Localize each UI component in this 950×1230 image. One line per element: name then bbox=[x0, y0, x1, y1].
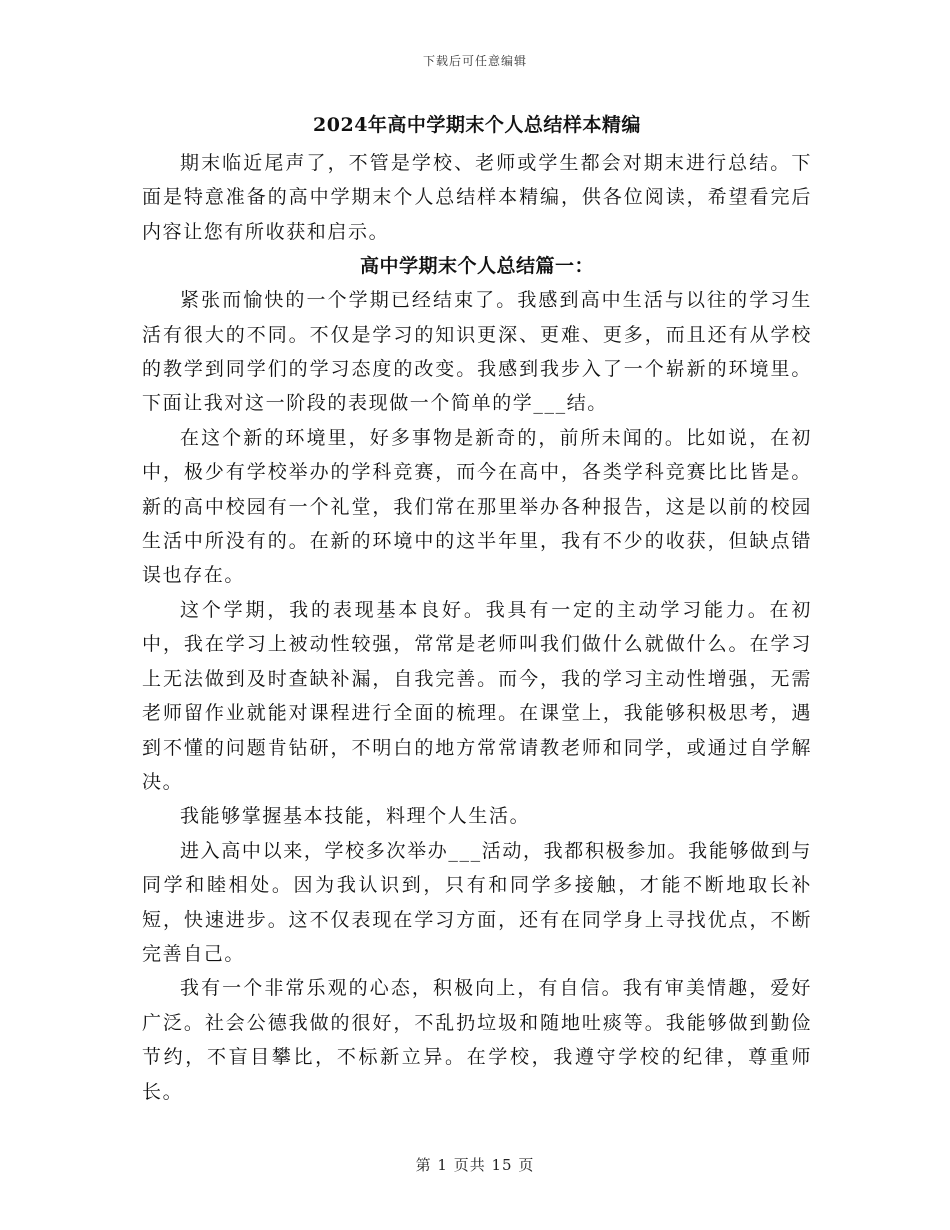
body-paragraph-5: 进入高中以来，学校多次举办___活动，我都积极参加。我能够做到与同学和睦相处。因为我认识到，只有和同学多接触，才能不断地取长补短，快速进步。这不仅表现在学习方面，还有在同学身上寻找优点，不断完善自己。 bbox=[142, 839, 812, 965]
body-paragraph-1: 紧张而愉快的一个学期已经结束了。我感到高中生活与以往的学习生活有很大的不同。不仅是学习的知识更深、更难、更多，而且还有从学校的教学到同学们的学习态度的改变。我感到我步入了一个崭新的环境里。下面让我对这一阶段的表现做一个简单的学___结。 bbox=[142, 289, 812, 415]
body-paragraph-2: 在这个新的环境里，好多事物是新奇的，前所未闻的。比如说，在初中，极少有学校举办的学科竞赛，而今在高中，各类学科竞赛比比皆是。新的高中校园有一个礼堂，我们常在那里举办各种报告，这是以前的校园生活中所没有的。在新的环境中的这半年里，我有不少的收获，但缺点错误也存在。 bbox=[142, 426, 812, 587]
page-number-footer: 第 1 页共 15 页 bbox=[415, 1156, 535, 1174]
intro-paragraph: 期末临近尾声了，不管是学校、老师或学生都会对期末进行总结。下面是特意准备的高中学期末个人总结样本精编，供各位阅读，希望看完后内容让您有所收获和启示。 bbox=[142, 152, 812, 243]
header-note: 下载后可任意编辑 bbox=[422, 54, 527, 68]
document-body bbox=[142, 108, 812, 1109]
body-paragraph-6: 我有一个非常乐观的心态，积极向上，有自信。我有审美情趣，爱好广泛。社会公德我做的很好，不乱扔垃圾和随地吐痰等。我能够做到勤俭节约，不盲目攀比，不标新立异。在学校，我遵守学校的纪律，尊重师长。 bbox=[142, 977, 812, 1103]
body-paragraph-3: 这个学期，我的表现基本良好。我具有一定的主动学习能力。在初中，我在学习上被动性较强，常常是老师叫我们做什么就做什么。在学习上无法做到及时查缺补漏，自我完善。而今，我的学习主动性增强，无需老师留作业就能对课程进行全面的梳理。在课堂上，我能够积极思考，遇到不懂的问题肯钻研，不明白的地方常常请教老师和同学，或通过自学解决。 bbox=[142, 598, 812, 793]
section-heading: 高中学期末个人总结篇一： bbox=[359, 255, 594, 278]
body-paragraph-4: 我能够掌握基本技能，料理个人生活。 bbox=[180, 805, 531, 828]
document-title: 2024年高中学期末个人总结样本精编 bbox=[313, 114, 641, 136]
